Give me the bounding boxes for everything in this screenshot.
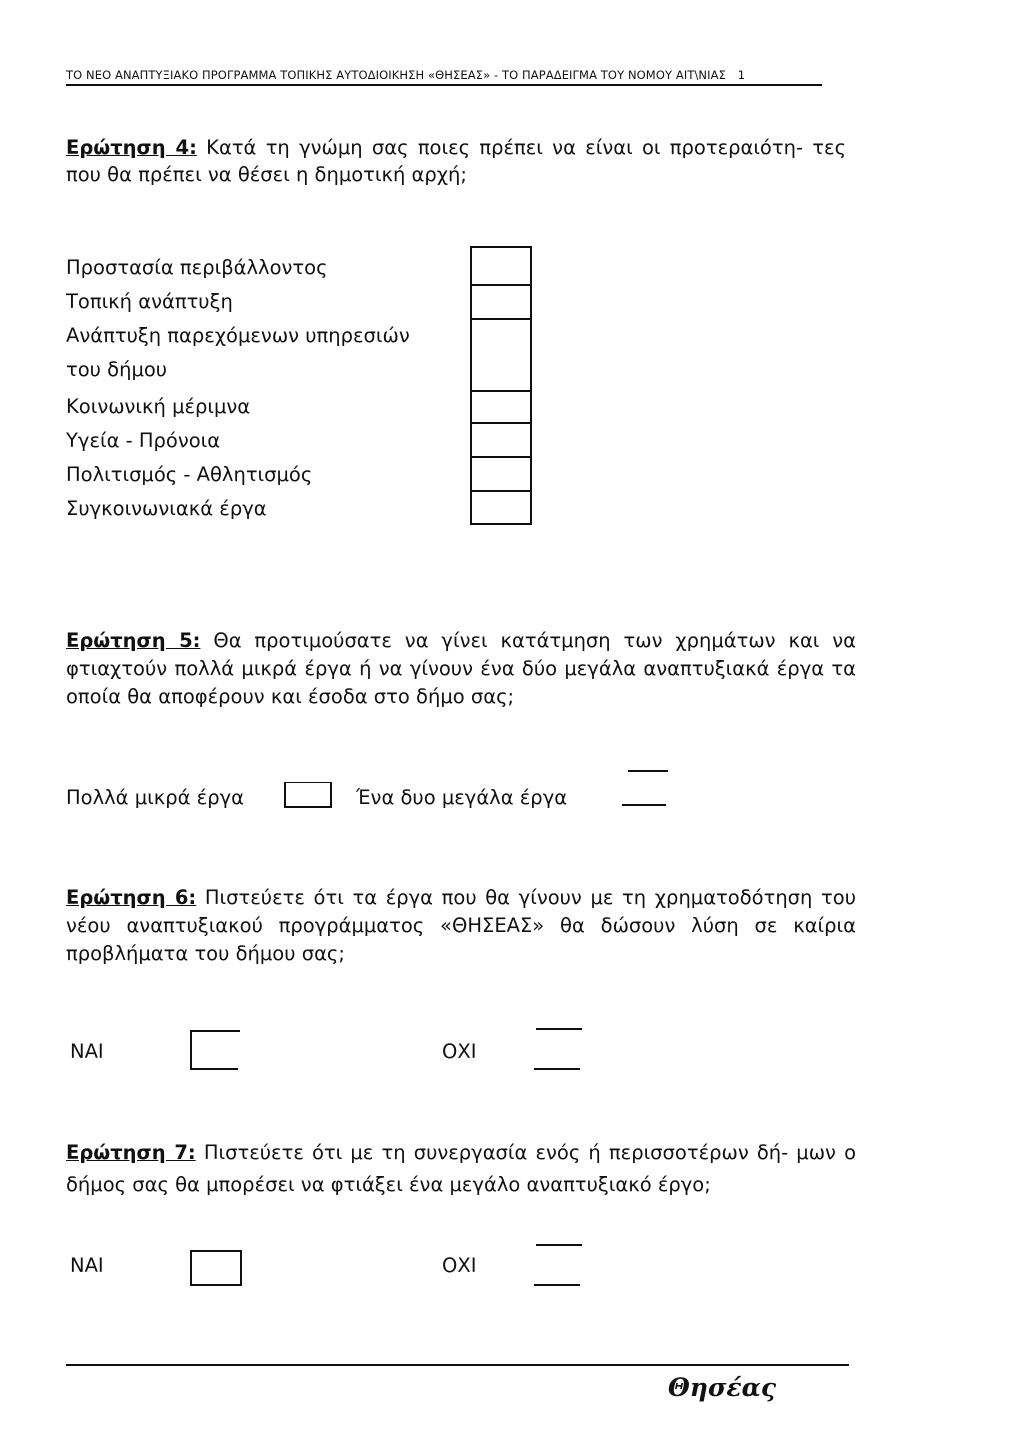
- option-one-two-large-projects: Ένα δυο μεγάλα έργα: [356, 786, 568, 809]
- priority-checkbox[interactable]: [472, 392, 530, 422]
- box-edge: [536, 1028, 582, 1030]
- question-6-label: Ερώτηση 6:: [66, 886, 197, 909]
- box-edge: [190, 1030, 240, 1032]
- priority-option: Πολιτισμός - Αθλητισμός: [66, 463, 313, 486]
- priority-checkbox[interactable]: [472, 248, 530, 284]
- priority-option: Υγεία - Πρόνοια: [66, 429, 221, 452]
- footer-rule: [66, 1364, 849, 1366]
- question-5: [66, 627, 856, 711]
- question-4: [66, 134, 846, 188]
- question-7: [66, 1137, 856, 1201]
- q7-yes-label: ΝΑΙ: [70, 1254, 104, 1277]
- option-many-small-projects: Πολλά μικρά έργα: [66, 786, 244, 809]
- priority-option: Ανάπτυξη παρεχόμενων υπηρεσιών: [66, 324, 410, 347]
- priority-checkbox[interactable]: [472, 458, 530, 488]
- large-projects-mark-top: [628, 770, 668, 772]
- q7-yes-checkbox[interactable]: [190, 1250, 242, 1286]
- box-edge: [190, 1068, 238, 1070]
- question-5-text: Θα προτιμούσατε να γίνει κατάτμηση των χρημάτων και να φτιαχτούν πολλά μικρά έργα ή να γίνουν ένα δύο μεγάλα αναπτυξιακά έργα τα οποία θα αποφέρουν και έσοδα στο δήμο σας;: [66, 629, 857, 708]
- running-header: [66, 68, 822, 86]
- priority-box-column: [470, 246, 532, 525]
- q7-no-label: ΟΧΙ: [442, 1254, 477, 1277]
- priority-option: του δήμου: [66, 358, 168, 381]
- q6-no-checkbox[interactable]: [534, 1026, 584, 1072]
- box-edge: [536, 1244, 582, 1246]
- many-small-checkbox[interactable]: [284, 782, 332, 808]
- header-text: ΤΟ ΝΕΟ ΑΝΑΠΤΥΞΙΑΚΟ ΠΡΟΓΡΑΜΜΑ ΤΟΠΙΚΗΣ ΑΥΤΟΔΙΟΙΚΗΣΗ «ΘΗΣΕΑΣ» - ΤΟ ΠΑΡΑΔΕΙΓΜΑ ΤΟΥ ΝΟΜΟΥ ΑΙΤ\ΝΙΑΣ: [66, 68, 726, 82]
- priority-option: Συγκοινωνιακά έργα: [66, 497, 267, 520]
- q7-no-checkbox[interactable]: [534, 1242, 584, 1288]
- question-7-label: Ερώτηση 7:: [66, 1141, 196, 1164]
- box-edge: [534, 1068, 580, 1070]
- q6-yes-checkbox[interactable]: [190, 1030, 242, 1070]
- priority-checkbox[interactable]: [472, 320, 530, 390]
- question-6: [66, 884, 856, 968]
- priority-option: Κοινωνική μέριμνα: [66, 395, 251, 418]
- priority-option: Προστασία περιβάλλοντος: [66, 256, 328, 279]
- box-edge: [190, 1030, 192, 1068]
- large-projects-mark-bottom[interactable]: [622, 804, 666, 806]
- box-edge: [534, 1284, 580, 1286]
- page-number: 1: [737, 68, 746, 82]
- priority-checkbox[interactable]: [472, 424, 530, 454]
- question-7-text: Πιστεύετε ότι με τη συνεργασία ενός ή περισσοτέρων δή- μων ο δήμος σας θα μπορέσει να φτιάξει ένα μεγάλο αναπτυξιακό έργο;: [66, 1141, 856, 1196]
- q6-no-label: ΟΧΙ: [442, 1040, 477, 1063]
- question-5-label: Ερώτηση 5:: [66, 629, 201, 652]
- question-4-text: Κατά τη γνώμη σας ποιες πρέπει να είναι οι προτεραιότη- τες που θα πρέπει να θέσει η δημοτική αρχή;: [66, 136, 847, 186]
- priority-checkbox[interactable]: [472, 286, 530, 318]
- priority-option: Τοπική ανάπτυξη: [66, 290, 233, 313]
- q6-yes-label: ΝΑΙ: [70, 1040, 104, 1063]
- priority-checkbox[interactable]: [472, 492, 530, 523]
- question-4-label: Ερώτηση 4:: [66, 136, 197, 159]
- brand-logo: Θησέας: [668, 1373, 777, 1402]
- question-6-text: Πιστεύετε ότι τα έργα που θα γίνουν με τη χρηματοδότηση του νέου αναπτυξιακού προγράμματος «ΘΗΣΕΑΣ» θα δώσουν λύση σε καίρια προβλήματα του δήμου σας;: [66, 886, 857, 965]
